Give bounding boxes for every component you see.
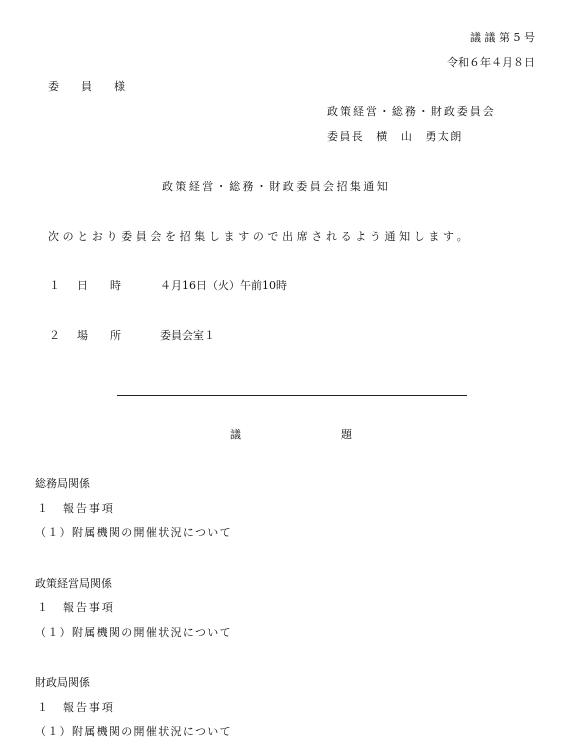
agenda-item: １ 報告事項 <box>37 502 115 515</box>
agenda-item: １ 報告事項 <box>37 701 115 714</box>
agenda-department: 総務局関係 <box>35 477 90 490</box>
agenda-subitem: （１）附属機関の開催状況について <box>35 725 232 738</box>
sender-chair: 委員長 横 山 勇太朗 <box>327 130 463 143</box>
time-number: １ <box>49 279 60 292</box>
agenda-heading-left: 議 <box>230 428 241 441</box>
sender-committee: 政策経営・総務・財政委員会 <box>327 105 496 118</box>
time-label: 日 時 <box>77 279 121 292</box>
time-value: ４月16日（火）午前10時 <box>160 279 287 292</box>
place-value: 委員会室１ <box>160 329 215 342</box>
place-number: ２ <box>49 329 60 342</box>
agenda-subitem: （１）附属機関の開催状況について <box>35 526 232 539</box>
agenda-subitem: （１）附属機関の開催状況について <box>35 626 232 639</box>
notice-title: 政策経営・総務・財政委員会招集通知 <box>162 180 391 193</box>
section-divider <box>117 395 467 396</box>
document-number: 議 議 第 5 号 <box>470 31 535 44</box>
document-date: 令和６年４月８日 <box>447 56 535 69</box>
addressee: 委 員 様 <box>48 80 125 93</box>
agenda-department: 政策経営局関係 <box>35 577 112 590</box>
place-label: 場 所 <box>77 329 121 342</box>
agenda-item: １ 報告事項 <box>37 601 115 614</box>
notice-body: 次のとおり委員会を招集しますので出席されるよう通知します。 <box>48 230 472 243</box>
agenda-department: 財政局関係 <box>35 676 90 689</box>
agenda-heading-right: 題 <box>341 428 352 441</box>
